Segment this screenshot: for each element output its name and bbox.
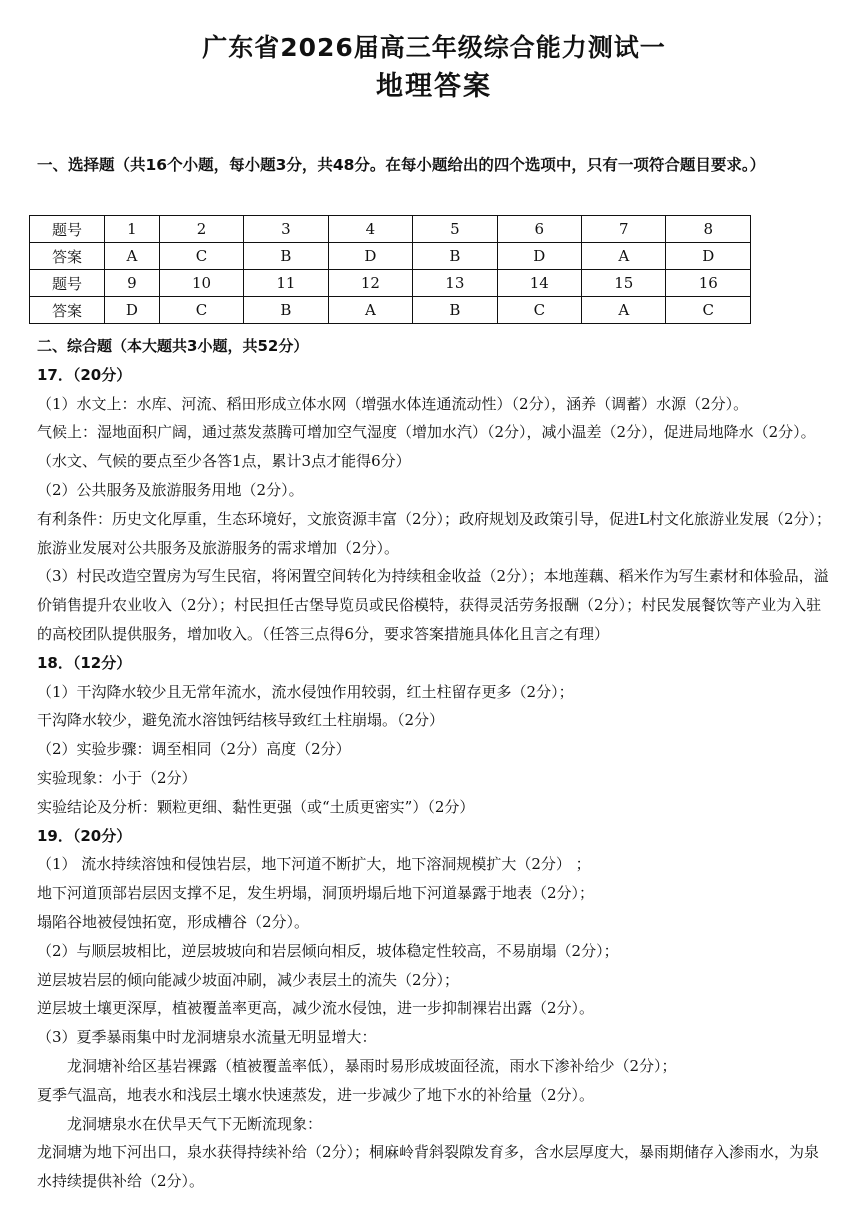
table-cell: 14 bbox=[497, 270, 581, 297]
answer-line: 逆层坡土壤更深厚，植被覆盖率更高，减少流水侵蚀，进一步抑制裸岩出露（2分）。 bbox=[37, 999, 595, 1018]
answer-line: 地下河道顶部岩层因支撑不足，发生坍塌，洞顶坍塌后地下河道暴露于地表（2分）； bbox=[37, 884, 595, 903]
answer-line: （1） 流水持续溶蚀和侵蚀岩层，地下河道不断扩大，地下溶洞规模扩大（2分） ； bbox=[37, 855, 591, 874]
table-cell: B bbox=[413, 243, 497, 270]
table-cell: C bbox=[497, 297, 581, 324]
table-cell: 16 bbox=[666, 270, 751, 297]
table-cell: 13 bbox=[413, 270, 497, 297]
answer-line: （1）干沟降水较少且无常年流水，流水侵蚀作用较弱，红土柱留存更多（2分）； bbox=[37, 682, 574, 701]
row-label: 答案 bbox=[30, 243, 105, 270]
table-cell: 1 bbox=[105, 216, 160, 243]
table-cell: 8 bbox=[666, 216, 751, 243]
table-cell: A bbox=[582, 243, 666, 270]
table-cell: 12 bbox=[328, 270, 412, 297]
page-subtitle: 地理答案 bbox=[376, 71, 492, 102]
table-cell: 3 bbox=[244, 216, 328, 243]
table-cell: D bbox=[105, 297, 160, 324]
table-cell: D bbox=[328, 243, 412, 270]
table-row bbox=[30, 270, 751, 297]
answer-line: 气候上：湿地面积广阔，通过蒸发蒸腾可增加空气湿度（增加水汽）（2分），减小温差（2分），促进局地降水（2分）。（水文、气候的要点至少各答1点，累计3点才能得6分） bbox=[37, 423, 816, 471]
table-cell: C bbox=[159, 243, 243, 270]
answer-line: 龙洞塘补给区基岩裸露（植被覆盖率低），暴雨时易形成坡面径流，雨水下渗补给少（2分）； bbox=[67, 1056, 677, 1075]
answer-line: 干沟降水较少，避免流水溶蚀钙结核导致红土柱崩塌。（2分） bbox=[37, 711, 445, 730]
q18-label: 18．（12分） bbox=[37, 653, 132, 672]
answer-line: 实验现象：小于（2分） bbox=[37, 768, 197, 787]
table-cell: 5 bbox=[413, 216, 497, 243]
table-cell: C bbox=[666, 297, 751, 324]
table-cell: B bbox=[244, 297, 328, 324]
table-cell: D bbox=[666, 243, 751, 270]
answer-line: 夏季气温高，地表水和浅层土壤水快速蒸发，进一步减少了地下水的补给量（2分）。 bbox=[37, 1085, 595, 1104]
table-cell: 11 bbox=[244, 270, 328, 297]
table-cell: D bbox=[497, 243, 581, 270]
answer-line: 逆层坡岩层的倾向能减少坡面冲刷，减少表层土的流失（2分）； bbox=[37, 970, 460, 989]
table-cell: 7 bbox=[582, 216, 666, 243]
page-title: 广东省2026届高三年级综合能力测试一 bbox=[202, 33, 666, 62]
answer-line: 龙洞塘泉水在伏旱天气下无断流现象： bbox=[67, 1114, 323, 1133]
answer-line: 塌陷谷地被侵蚀拓宽，形成槽谷（2分）。 bbox=[37, 912, 310, 931]
answer-line: （3）村民改造空置房为写生民宿，将闲置空间转化为持续租金收益（2分）；本地莲藕、稻米作为写生素材和体验品，溢价销售提升农业收入（2分）；村民担任古堡导览员或民俗模特，获得灵活劳务报酬（2分）；村民发展餐饮等产业为入驻的高校团队提供服务，增加收入。（任答三点得6分，要求答案措施具体化且言之有理） bbox=[37, 567, 829, 643]
answer-line: （2）实验步骤：调至相同（2分）高度（2分） bbox=[37, 740, 351, 759]
answer-table bbox=[29, 215, 751, 324]
section2-heading: 二、综合题（本大题共3小题，共52分） bbox=[37, 337, 309, 355]
answer-line: （1）水文上：水库、河流、稻田形成立体水网（增强水体连通流动性）（2分），涵养（调蓄）水源（2分）。 bbox=[37, 394, 749, 413]
section1-heading: 一、选择题（共16个小题，每小题3分，共48分。在每小题给出的四个选项中，只有一项符合题目要求。） bbox=[37, 156, 766, 174]
table-cell: A bbox=[328, 297, 412, 324]
answer-line: （2）公共服务及旅游服务用地（2分）。 bbox=[37, 480, 304, 499]
row-label: 答案 bbox=[30, 297, 105, 324]
table-cell: A bbox=[105, 243, 160, 270]
table-row bbox=[30, 216, 751, 243]
table-cell: 4 bbox=[328, 216, 412, 243]
q19-label: 19．（20分） bbox=[37, 826, 132, 845]
table-cell: B bbox=[244, 243, 328, 270]
table-cell: C bbox=[159, 297, 243, 324]
answer-line: 实验结论及分析：颗粒更细、黏性更强（或“土质更密实”）（2分） bbox=[37, 797, 475, 816]
table-cell: A bbox=[582, 297, 666, 324]
answer-line: 龙洞塘为地下河出口，泉水获得持续补给（2分）；桐麻岭背斜裂隙发育多，含水层厚度大，暴雨期储存入渗雨水，为泉水持续提供补给（2分）。 bbox=[37, 1143, 820, 1191]
table-cell: 6 bbox=[497, 216, 581, 243]
table-row bbox=[30, 243, 751, 270]
table-cell: 2 bbox=[159, 216, 243, 243]
table-cell: 9 bbox=[105, 270, 160, 297]
row-label: 题号 bbox=[30, 270, 105, 297]
answer-line: （3）夏季暴雨集中时龙洞塘泉水流量无明显增大： bbox=[37, 1028, 377, 1047]
table-cell: B bbox=[413, 297, 497, 324]
answer-line: 有利条件：历史文化厚重，生态环境好，文旅资源丰富（2分）；政府规划及政策引导，促进L村文化旅游业发展（2分）；旅游业发展对公共服务及旅游服务的需求增加（2分）。 bbox=[37, 509, 832, 557]
table-cell: 10 bbox=[159, 270, 243, 297]
q17-label: 17．（20分） bbox=[37, 365, 132, 384]
answer-line: （2）与顺层坡相比，逆层坡坡向和岩层倾向相反，坡体稳定性较高，不易崩塌（2分）； bbox=[37, 941, 619, 960]
answer-body bbox=[37, 332, 832, 1196]
table-cell: 15 bbox=[582, 270, 666, 297]
row-label: 题号 bbox=[30, 216, 105, 243]
table-row bbox=[30, 297, 751, 324]
